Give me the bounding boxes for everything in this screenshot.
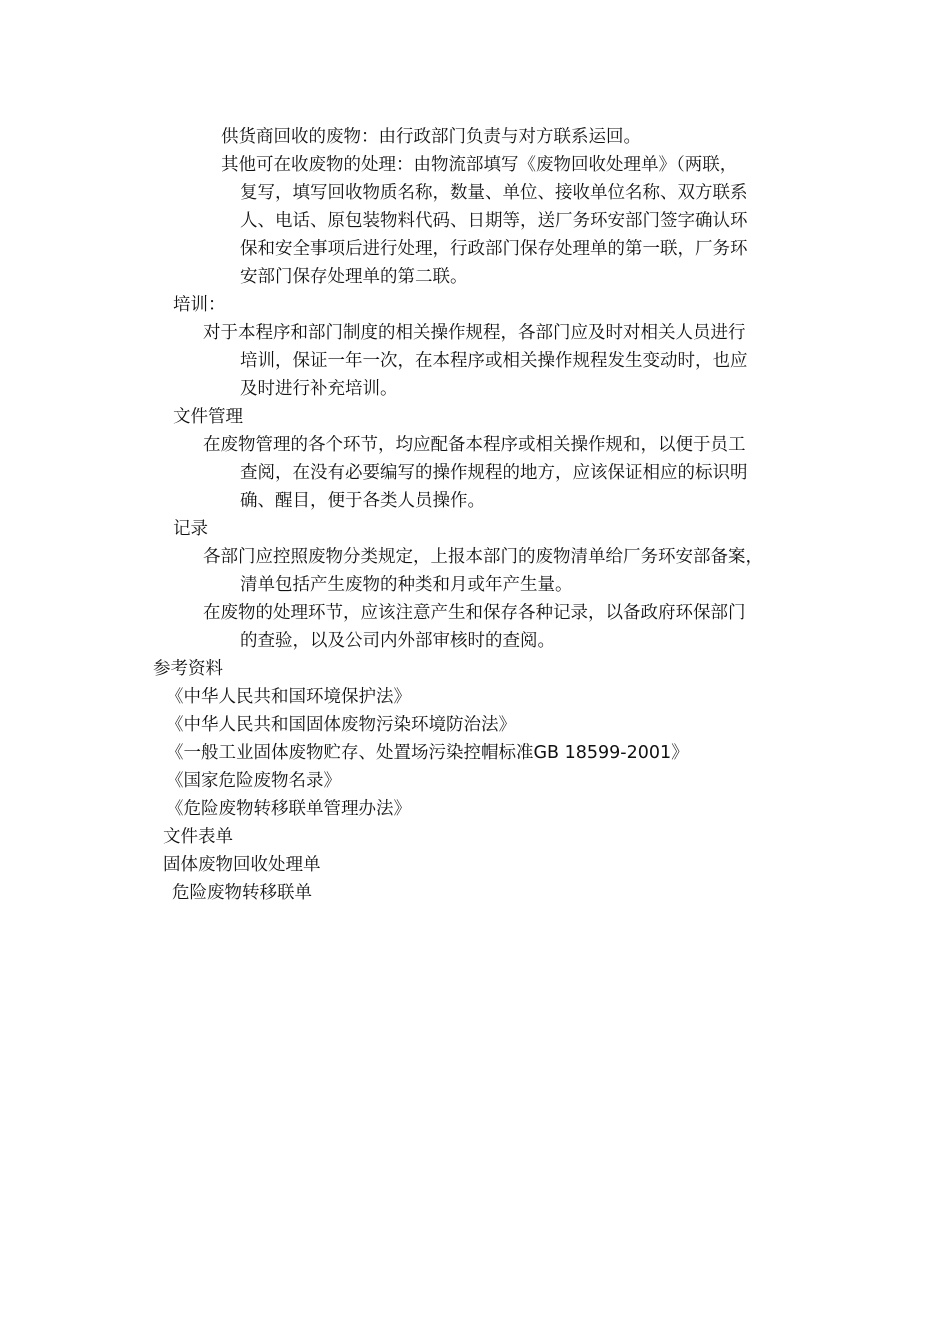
- paragraph-line: 人、电话、原包装物料代码、日期等，送厂务环安部门签字确认环: [240, 211, 748, 231]
- paragraph-line: 查阅，在没有必要编写的操作规程的地方，应该保证相应的标识明: [240, 463, 748, 483]
- paragraph-line: 的查验，以及公司内外部审核时的查阅。: [240, 631, 555, 651]
- paragraph-line: 保和安全事项后进行处理，行政部门保存处理单的第一联，厂务环: [240, 239, 748, 259]
- paragraph-line: 在废物的处理环节，应该注意产生和保存各种记录，以备政府环保部门: [203, 603, 746, 623]
- section-heading-training: 培训：: [173, 295, 226, 315]
- reference-item: 《国家危险废物名录》: [166, 771, 341, 791]
- reference-item: 《中华人民共和国环境保护法》: [166, 687, 411, 707]
- paragraph-line: 对于本程序和部门制度的相关操作规程，各部门应及时对相关人员进行: [203, 323, 746, 343]
- paragraph-line: 及时进行补充培训。: [240, 379, 398, 399]
- paragraph-line: 供货商回收的废物：由行政部门负责与对方联系运回。: [221, 127, 641, 147]
- section-heading-document-management: 文件管理: [173, 407, 243, 427]
- paragraph-line: 确、醒目，便于各类人员操作。: [240, 491, 485, 511]
- paragraph-line: 安部门保存处理单的第二联。: [240, 267, 468, 287]
- paragraph-line: 其他可在收废物的处理：由物流部填写《废物回收处理单》（两联，: [221, 155, 738, 175]
- form-item: 危险废物转移联单: [172, 883, 312, 903]
- section-heading-forms: 文件表单: [163, 827, 233, 847]
- form-item: 固体废物回收处理单: [163, 855, 321, 875]
- reference-item: 《一般工业固体废物贮存、处置场污染控帽标准GB 18599-2001》: [166, 743, 689, 763]
- paragraph-line: 清单包括产生废物的种类和月或年产生量。: [240, 575, 573, 595]
- section-heading-references: 参考资料: [153, 659, 223, 679]
- section-heading-records: 记录: [173, 519, 208, 539]
- reference-item: 《危险废物转移联单管理办法》: [166, 799, 411, 819]
- paragraph-line: 各部门应控照废物分类规定，上报本部门的废物清单给厂务环安部备案，: [203, 547, 763, 567]
- paragraph-line: 培训，保证一年一次，在本程序或相关操作规程发生变动时，也应: [240, 351, 748, 371]
- paragraph-line: 复写，填写回收物质名称，数量、单位、接收单位名称、双方联系: [240, 183, 748, 203]
- reference-item: 《中华人民共和国固体废物污染环境防治法》: [166, 715, 516, 735]
- paragraph-line: 在废物管理的各个环节，均应配备本程序或相关操作规和，以便于员工: [203, 435, 746, 455]
